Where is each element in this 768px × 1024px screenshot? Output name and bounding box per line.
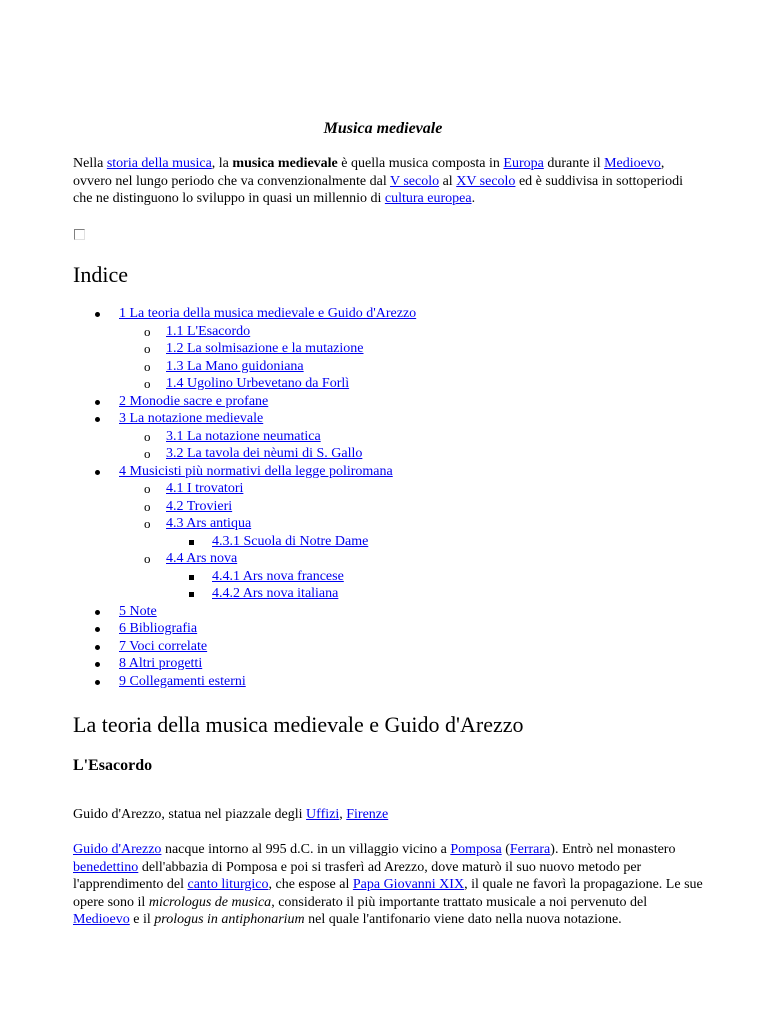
toc-link[interactable]: 1.4 Ugolino Urbevetano da Forlì bbox=[166, 376, 350, 391]
toc-item bbox=[73, 498, 416, 516]
toc-link[interactable]: 9 Collegamenti esterni bbox=[119, 673, 246, 689]
link-cultura-europea[interactable]: cultura europea bbox=[384, 191, 472, 206]
bullet-disc-icon bbox=[95, 655, 100, 673]
link-papa-giovanni-xix[interactable]: Papa Giovanni XIX bbox=[352, 877, 465, 892]
link-europa[interactable]: Europa bbox=[503, 156, 544, 171]
toc-link[interactable]: 4.3 Ars antiqua bbox=[166, 516, 252, 531]
toc-item bbox=[73, 533, 416, 551]
toc-link[interactable]: 4.1 I trovatori bbox=[166, 481, 244, 496]
toc-link[interactable]: 4 Musicisti più normativi della legge poliromana bbox=[119, 463, 393, 479]
bullet-disc-icon bbox=[95, 673, 100, 691]
link-ferrara[interactable]: Ferrara bbox=[509, 842, 551, 857]
toc-link[interactable]: 4.4.1 Ars nova francese bbox=[212, 568, 344, 584]
toc-item bbox=[73, 480, 416, 498]
link-canto-liturgico[interactable]: canto liturgico bbox=[187, 877, 269, 892]
toc-item bbox=[73, 655, 416, 673]
link-v-secolo[interactable]: V secolo bbox=[389, 173, 440, 189]
toc-link[interactable]: 2 Monodie sacre e profane bbox=[119, 393, 269, 409]
bullet-square-icon bbox=[189, 533, 194, 551]
bullet-circle-icon: o bbox=[144, 516, 151, 531]
toc-link[interactable]: 7 Voci correlate bbox=[119, 638, 208, 654]
toc-link[interactable]: 1 La teoria della musica medievale e Guido d'Arezzo bbox=[119, 306, 417, 321]
bullet-circle-icon: o bbox=[144, 498, 151, 514]
bullet-disc-icon bbox=[95, 463, 100, 481]
broken-image-icon bbox=[74, 229, 85, 240]
toc-link[interactable]: 1.3 La Mano guidoniana bbox=[166, 358, 304, 374]
link-benedettino[interactable]: benedettino bbox=[73, 859, 139, 875]
bullet-circle-icon: o bbox=[144, 446, 151, 461]
bullet-circle-icon: o bbox=[144, 358, 151, 374]
toc-item bbox=[73, 305, 416, 323]
bullet-disc-icon bbox=[95, 410, 100, 428]
toc-item bbox=[73, 410, 416, 428]
link-pomposa[interactable]: Pomposa bbox=[450, 842, 502, 857]
title-micrologus: micrologus de musica bbox=[148, 894, 272, 910]
toc-item bbox=[73, 603, 416, 621]
page-title: Musica medievale bbox=[323, 120, 443, 137]
toc-link[interactable]: 4.3.1 Scuola di Notre Dame bbox=[212, 533, 369, 549]
toc-link[interactable]: 1.1 L'Esacordo bbox=[166, 323, 251, 339]
subsection-heading: L'Esacordo bbox=[73, 757, 153, 774]
toc-link[interactable]: 4.4.2 Ars nova italiana bbox=[212, 586, 339, 601]
bullet-circle-icon: o bbox=[144, 481, 151, 496]
image-caption: Guido d'Arezzo, statua nel piazzale degli Uffizi, Firenze bbox=[73, 807, 389, 822]
term-musica-medievale: musica medievale bbox=[232, 156, 338, 171]
toc-item bbox=[73, 620, 416, 638]
toc-item bbox=[73, 340, 416, 358]
toc-link[interactable]: 4.4 Ars nova bbox=[166, 551, 238, 566]
title-prologus: prologus in antiphonarium bbox=[154, 912, 305, 927]
body-paragraph: Guido d'Arezzo nacque intorno al 995 d.C. in un villaggio vicino a Pomposa (Ferrara). Entrò nel monastero benedettino dell'abbazia di Pomposa e poi si trasferì ad Arezzo, dove maturò il suo nuovo metodo per l'apprendimento del canto liturgico, che espose al Papa Giovanni XIX, il quale ne favorì la propagazione. Le sue opere sono il micrologus de musica, considerato il più importante trattato musicale a noi pervenuto del Medioevo e il prologus in antiphonarium nel quale l'antifonario viene dato nella nuova notazione. bbox=[73, 842, 703, 927]
toc-link[interactable]: 5 Note bbox=[119, 603, 157, 619]
toc-item bbox=[73, 585, 416, 603]
toc-item bbox=[73, 445, 416, 463]
toc-link[interactable]: 6 Bibliografia bbox=[119, 621, 198, 636]
bullet-disc-icon bbox=[95, 603, 100, 621]
link-medioevo-2[interactable]: Medioevo bbox=[73, 912, 130, 927]
toc-link[interactable]: 1.2 La solmisazione e la mutazione bbox=[166, 341, 364, 356]
toc-link[interactable]: 4.2 Trovieri bbox=[166, 498, 233, 514]
bullet-square-icon bbox=[189, 568, 194, 586]
toc-item bbox=[73, 550, 416, 568]
toc-item bbox=[73, 638, 416, 656]
toc-item bbox=[73, 673, 416, 691]
toc-heading: Indice bbox=[73, 262, 128, 287]
toc-item bbox=[73, 358, 416, 376]
toc-item bbox=[73, 428, 416, 446]
toc-link[interactable]: 3.1 La notazione neumatica bbox=[166, 428, 321, 444]
toc-link[interactable]: 8 Altri progetti bbox=[119, 656, 203, 671]
link-firenze[interactable]: Firenze bbox=[346, 807, 389, 822]
toc-item bbox=[73, 375, 416, 393]
toc-list bbox=[73, 305, 416, 690]
link-guido-d-arezzo[interactable]: Guido d'Arezzo bbox=[73, 842, 162, 857]
toc-item bbox=[73, 323, 416, 341]
table-of-contents bbox=[73, 305, 416, 690]
bullet-circle-icon: o bbox=[144, 341, 151, 356]
bullet-disc-icon bbox=[95, 638, 100, 656]
toc-item bbox=[73, 393, 416, 411]
toc-link[interactable]: 3 La notazione medievale bbox=[119, 411, 264, 426]
toc-item bbox=[73, 515, 416, 533]
bullet-disc-icon bbox=[95, 305, 100, 323]
link-medioevo[interactable]: Medioevo bbox=[604, 156, 661, 171]
bullet-disc-icon bbox=[95, 393, 100, 411]
bullet-circle-icon: o bbox=[144, 551, 151, 566]
link-xv-secolo[interactable]: XV secolo bbox=[456, 173, 516, 189]
section-heading: La teoria della musica medievale e Guido d'Arezzo bbox=[73, 712, 524, 737]
link-uffizi[interactable]: Uffizi bbox=[306, 807, 340, 822]
bullet-disc-icon bbox=[95, 620, 100, 638]
bullet-square-icon bbox=[189, 585, 194, 603]
toc-item bbox=[73, 568, 416, 586]
toc-item bbox=[73, 463, 416, 481]
toc-link[interactable]: 3.2 La tavola dei nèumi di S. Gallo bbox=[166, 446, 363, 461]
bullet-circle-icon: o bbox=[144, 428, 151, 444]
bullet-circle-icon: o bbox=[144, 376, 151, 391]
intro-paragraph: Nella storia della musica, la musica medievale è quella musica composta in Europa durante il Medioevo, ovvero nel lungo periodo che va convenzionalmente dal V secolo al XV secolo ed è suddivisa in sottoperiodi che ne distinguono lo sviluppo in quasi un millennio di cultura europea. bbox=[73, 156, 684, 206]
link-storia-della-musica[interactable]: storia della musica bbox=[106, 156, 212, 171]
bullet-circle-icon: o bbox=[144, 323, 151, 339]
